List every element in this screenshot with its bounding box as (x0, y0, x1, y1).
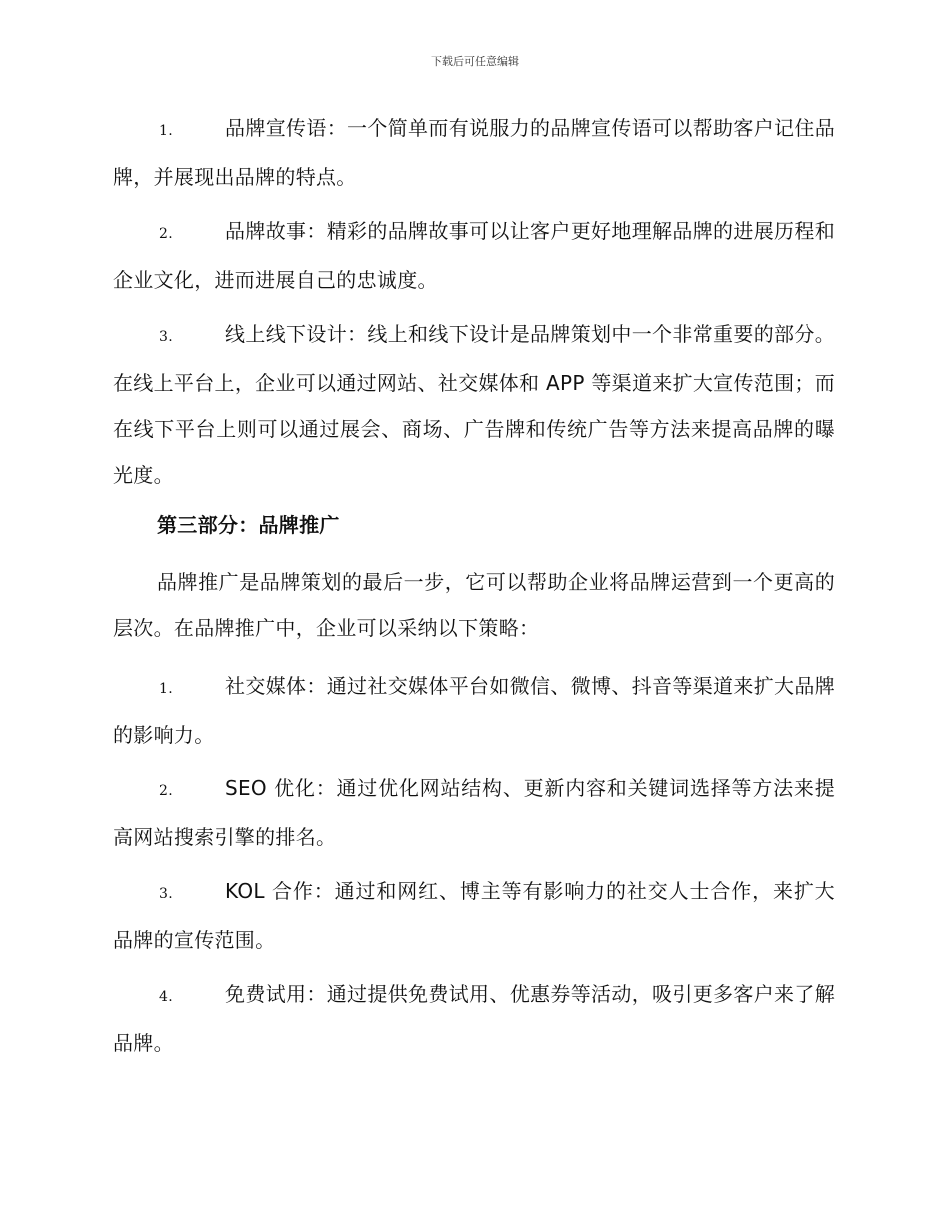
list-item (113, 765, 835, 860)
list-text: 品牌故事：精彩的品牌故事可以让客户更好地理解品牌的进展历程和企业文化，进而进展自己的忠诚度。 (113, 219, 835, 292)
list-item (113, 311, 835, 498)
list-item (113, 208, 835, 303)
list-number: 3. (159, 886, 173, 902)
section-intro: 品牌推广是品牌策划的最后一步，它可以帮助企业将品牌运营到一个更高的层次。在品牌推广中，企业可以采纳以下策略： (113, 570, 835, 640)
list-item (113, 868, 835, 963)
list-text: 社交媒体：通过社交媒体平台如微信、微博、抖音等渠道来扩大品牌的影响力。 (113, 674, 835, 747)
list-item (113, 105, 835, 200)
list-text: SEO 优化：通过优化网站结构、更新内容和关键词选择等方法来提高网站搜索引擎的排名。 (113, 776, 835, 849)
list-number: 4. (159, 989, 173, 1005)
list-item (113, 971, 835, 1066)
list-text: 免费试用：通过提供免费试用、优惠券等活动，吸引更多客户来了解品牌。 (113, 982, 835, 1055)
list-number: 1. (159, 123, 173, 139)
page-header: 下载后可任意编辑 (431, 55, 519, 68)
section-heading: 第三部分：品牌推广 (157, 513, 340, 537)
list-text: KOL 合作：通过和网红、博主等有影响力的社交人士合作，来扩大品牌的宣传范围。 (113, 879, 835, 952)
list-number: 2. (159, 226, 173, 242)
list-number: 1. (159, 681, 173, 697)
list-text: 品牌宣传语：一个简单而有说服力的品牌宣传语可以帮助客户记住品牌，并展现出品牌的特点。 (113, 116, 835, 189)
list-text: 线上线下设计：线上和线下设计是品牌策划中一个非常重要的部分。在线上平台上，企业可以通过网站、社交媒体和 APP 等渠道来扩大宣传范围；而在线下平台上则可以通过展会、商场、广告牌和传统广告等方法来提高品牌的曝光度。 (113, 322, 835, 487)
list-item (113, 663, 835, 758)
list-number: 3. (159, 329, 173, 345)
list-number: 2. (159, 783, 173, 799)
